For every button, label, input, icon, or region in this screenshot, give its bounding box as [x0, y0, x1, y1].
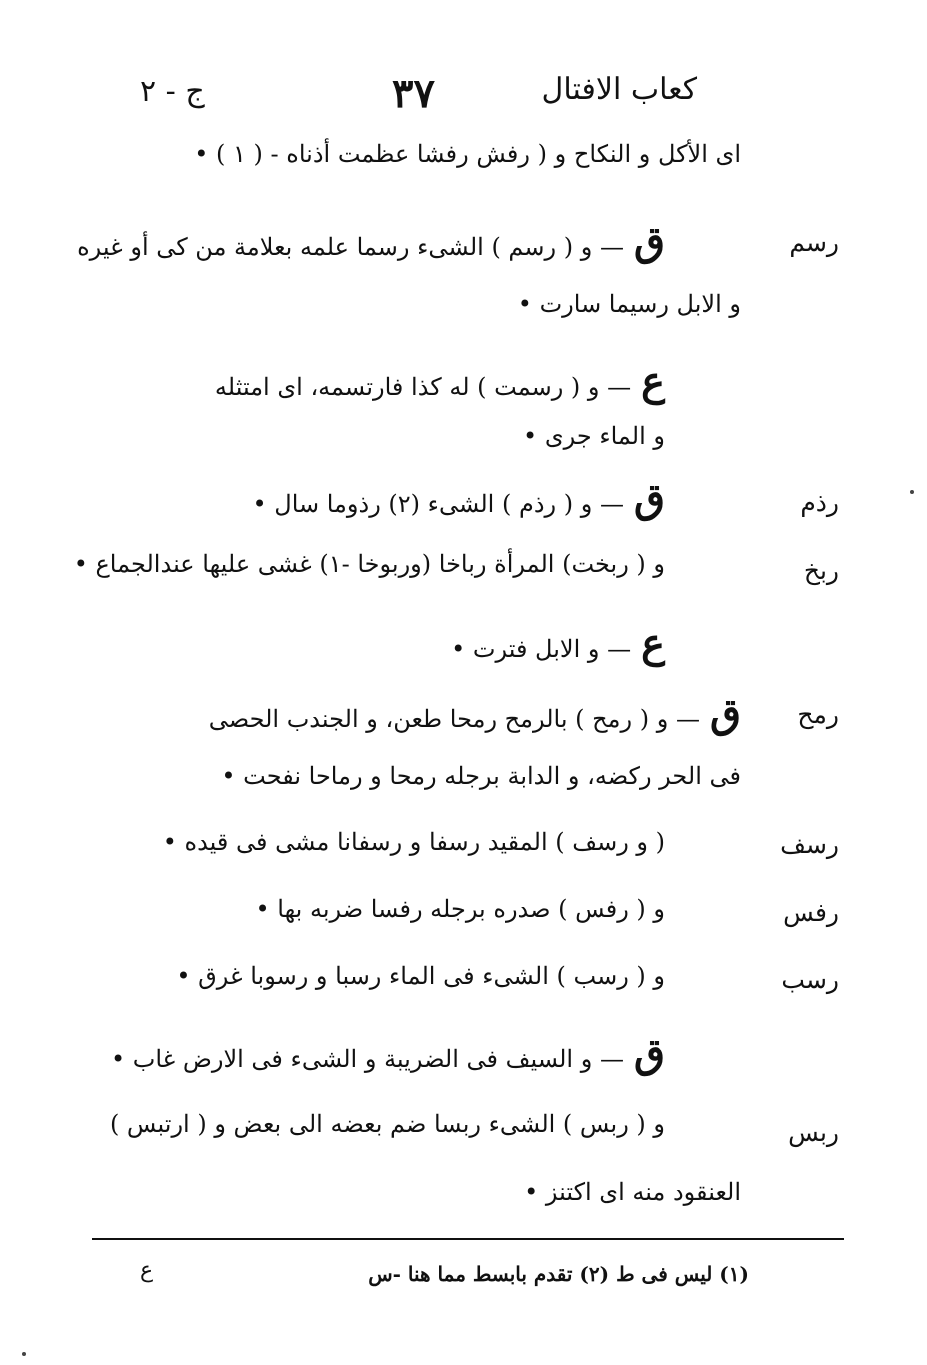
line-text: و الماء جرى •	[523, 422, 665, 450]
root-word: ربس	[788, 1118, 839, 1147]
root-word: رفس	[783, 898, 839, 927]
line-text: العنقود منه اى اكتنز •	[524, 1178, 741, 1206]
text-line	[221, 762, 741, 790]
text-line	[163, 828, 665, 856]
root-word: رسف	[780, 830, 839, 859]
line-text: — و ( رسم ) الشىء رسما علمه بعلامة من كى أو غيره	[77, 233, 624, 261]
line-text: — و السيف فى الضريبة و الشىء فى الارض غاب •	[110, 1045, 624, 1073]
line-text: ( و رسف ) المقيد رسفا و رسفانا مشى فى قيده •	[162, 828, 665, 856]
speck-dot	[22, 1352, 26, 1356]
footnote-rule	[92, 1238, 844, 1240]
root-word: رمح	[797, 700, 839, 729]
line-text: و ( رفس ) صدره برجله رفسا ضربه بها •	[255, 895, 665, 923]
speck-dot	[910, 490, 914, 494]
root-word: رسم	[789, 228, 839, 257]
source-mark: ق	[633, 218, 665, 265]
source-mark: ق	[633, 475, 665, 522]
root-word: ربخ	[803, 556, 839, 585]
footnote: (١) ليس فى ط (٢) تقدم بابسط مما هنا -س	[368, 1262, 749, 1286]
line-text: و ( ربس ) الشىء ربسا ضم بعضه الى بعض و ( ارتبس )	[109, 1110, 665, 1138]
root-word: رسب	[781, 965, 839, 994]
line-text: — و الابل فترت •	[451, 635, 632, 663]
text-line	[524, 1178, 741, 1206]
source-mark: ق	[633, 1030, 665, 1077]
line-text: و ( رسب ) الشىء فى الماء رسبا و رسوبا غرق •	[176, 962, 665, 990]
line-text: — و ( رذم ) الشىء (٢) رذوما سال •	[252, 490, 624, 518]
text-line	[451, 620, 665, 667]
text-line	[523, 422, 665, 450]
source-mark: ع	[641, 358, 665, 405]
source-mark: ع	[641, 620, 665, 667]
line-text: اى الأكل و النكاح و ( رفش رفشا عظمت أذناه - ( ١ ) •	[194, 140, 741, 168]
text-line	[252, 475, 665, 522]
line-text: و الابل رسيما سارت •	[517, 290, 741, 318]
book-title: كعاب الافتال	[541, 72, 697, 107]
line-text: و ( ربخت) المرأة رباخا (وربوخا -١) غشى عليها عندالجماع •	[73, 550, 665, 578]
text-line	[255, 895, 665, 923]
volume-label: ج - ٢	[140, 74, 205, 109]
text-line	[194, 140, 741, 168]
text-line	[110, 1110, 665, 1138]
text-line	[77, 218, 665, 265]
page-number: ٣٧	[392, 70, 435, 117]
root-word: رذم	[800, 488, 839, 517]
line-text: — و ( رسمت ) له كذا فارتسمه، اى امتثله	[214, 373, 632, 401]
text-line	[518, 290, 741, 318]
signature-mark: ع	[140, 1258, 154, 1283]
source-mark: ق	[709, 690, 741, 737]
line-text: فى الحر ركضه، و الدابة برجله رمحا و رماحا نفحت •	[221, 762, 741, 790]
line-text: — و ( رمح ) بالرمح رمحا طعن، و الجندب الحصى	[208, 705, 700, 733]
text-line	[215, 358, 665, 405]
text-line	[176, 962, 665, 990]
text-line	[74, 550, 665, 578]
text-line	[111, 1030, 665, 1077]
text-line	[209, 690, 741, 737]
